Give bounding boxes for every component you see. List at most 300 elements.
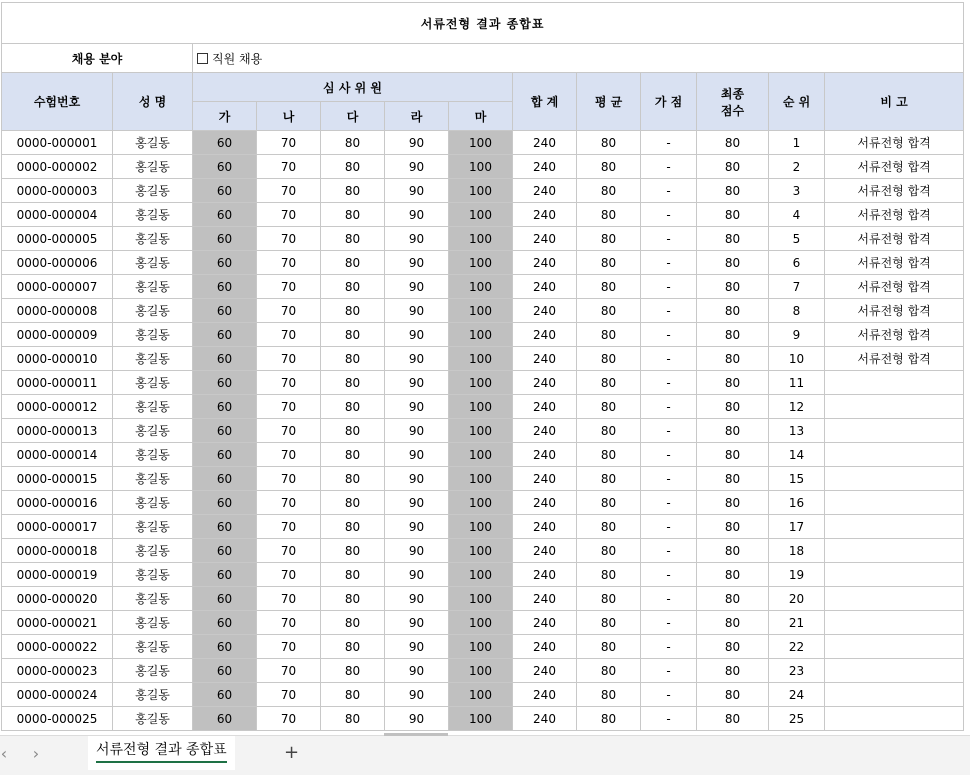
cell-exam-no[interactable]: 0000-000002 — [2, 155, 113, 179]
cell-name[interactable]: 홍길동 — [113, 683, 193, 707]
cell-score-ra[interactable]: 90 — [385, 203, 449, 227]
cell-name[interactable]: 홍길동 — [113, 419, 193, 443]
cell-score-ma[interactable]: 100 — [449, 443, 513, 467]
cell-average[interactable]: 80 — [577, 539, 641, 563]
cell-total[interactable]: 240 — [513, 155, 577, 179]
cell-score-ma[interactable]: 100 — [449, 611, 513, 635]
cell-rank[interactable]: 18 — [769, 539, 825, 563]
cell-score-ma[interactable]: 100 — [449, 227, 513, 251]
cell-average[interactable]: 80 — [577, 563, 641, 587]
cell-score-ga[interactable]: 60 — [193, 635, 257, 659]
cell-score-ga[interactable]: 60 — [193, 419, 257, 443]
cell-score-da[interactable]: 80 — [321, 539, 385, 563]
cell-total[interactable]: 240 — [513, 611, 577, 635]
cell-score-da[interactable]: 80 — [321, 131, 385, 155]
cell-bonus[interactable]: - — [641, 203, 697, 227]
cell-score-ma[interactable]: 100 — [449, 491, 513, 515]
cell-average[interactable]: 80 — [577, 347, 641, 371]
cell-final-score[interactable]: 80 — [697, 611, 769, 635]
cell-total[interactable]: 240 — [513, 323, 577, 347]
cell-bonus[interactable]: - — [641, 179, 697, 203]
cell-final-score[interactable]: 80 — [697, 371, 769, 395]
cell-score-ma[interactable]: 100 — [449, 467, 513, 491]
cell-total[interactable]: 240 — [513, 587, 577, 611]
cell-average[interactable]: 80 — [577, 323, 641, 347]
cell-score-ma[interactable]: 100 — [449, 683, 513, 707]
cell-score-ga[interactable]: 60 — [193, 491, 257, 515]
cell-score-ga[interactable]: 60 — [193, 443, 257, 467]
cell-total[interactable]: 240 — [513, 347, 577, 371]
cell-bonus[interactable]: - — [641, 515, 697, 539]
cell-remark[interactable] — [825, 491, 964, 515]
cell-total[interactable]: 240 — [513, 707, 577, 731]
cell-exam-no[interactable]: 0000-000009 — [2, 323, 113, 347]
cell-total[interactable]: 240 — [513, 371, 577, 395]
cell-rank[interactable]: 1 — [769, 131, 825, 155]
cell-score-ga[interactable]: 60 — [193, 323, 257, 347]
cell-bonus[interactable]: - — [641, 419, 697, 443]
cell-bonus[interactable]: - — [641, 707, 697, 731]
cell-score-na[interactable]: 70 — [257, 299, 321, 323]
cell-score-ma[interactable]: 100 — [449, 515, 513, 539]
cell-name[interactable]: 홍길동 — [113, 635, 193, 659]
cell-exam-no[interactable]: 0000-000017 — [2, 515, 113, 539]
cell-score-na[interactable]: 70 — [257, 179, 321, 203]
cell-score-ra[interactable]: 90 — [385, 707, 449, 731]
cell-score-ra[interactable]: 90 — [385, 227, 449, 251]
cell-average[interactable]: 80 — [577, 395, 641, 419]
cell-score-ma[interactable]: 100 — [449, 275, 513, 299]
cell-rank[interactable]: 21 — [769, 611, 825, 635]
cell-average[interactable]: 80 — [577, 227, 641, 251]
cell-score-na[interactable]: 70 — [257, 659, 321, 683]
header-reviewer-ma[interactable]: 마 — [449, 102, 513, 131]
cell-score-ma[interactable]: 100 — [449, 155, 513, 179]
cell-rank[interactable]: 11 — [769, 371, 825, 395]
cell-average[interactable]: 80 — [577, 203, 641, 227]
cell-exam-no[interactable]: 0000-000005 — [2, 227, 113, 251]
cell-exam-no[interactable]: 0000-000013 — [2, 419, 113, 443]
cell-average[interactable]: 80 — [577, 443, 641, 467]
field-value-cell[interactable] — [193, 44, 964, 73]
cell-final-score[interactable]: 80 — [697, 707, 769, 731]
cell-final-score[interactable]: 80 — [697, 251, 769, 275]
chevron-right-icon[interactable]: › — [32, 744, 40, 763]
cell-remark[interactable] — [825, 371, 964, 395]
cell-average[interactable]: 80 — [577, 707, 641, 731]
cell-score-na[interactable]: 70 — [257, 683, 321, 707]
cell-name[interactable]: 홍길동 — [113, 395, 193, 419]
cell-score-ga[interactable]: 60 — [193, 659, 257, 683]
cell-average[interactable]: 80 — [577, 419, 641, 443]
cell-average[interactable]: 80 — [577, 683, 641, 707]
cell-score-ra[interactable]: 90 — [385, 539, 449, 563]
cell-score-da[interactable]: 80 — [321, 179, 385, 203]
cell-final-score[interactable]: 80 — [697, 323, 769, 347]
cell-name[interactable]: 홍길동 — [113, 587, 193, 611]
cell-rank[interactable]: 16 — [769, 491, 825, 515]
cell-exam-no[interactable]: 0000-000018 — [2, 539, 113, 563]
cell-average[interactable]: 80 — [577, 587, 641, 611]
cell-score-na[interactable]: 70 — [257, 251, 321, 275]
cell-remark[interactable] — [825, 467, 964, 491]
cell-score-ra[interactable]: 90 — [385, 275, 449, 299]
cell-score-da[interactable]: 80 — [321, 707, 385, 731]
cell-bonus[interactable]: - — [641, 227, 697, 251]
cell-total[interactable]: 240 — [513, 227, 577, 251]
cell-average[interactable]: 80 — [577, 659, 641, 683]
cell-rank[interactable]: 4 — [769, 203, 825, 227]
cell-score-ga[interactable]: 60 — [193, 611, 257, 635]
cell-score-na[interactable]: 70 — [257, 539, 321, 563]
cell-score-ra[interactable]: 90 — [385, 635, 449, 659]
cell-score-da[interactable]: 80 — [321, 155, 385, 179]
cell-score-ma[interactable]: 100 — [449, 323, 513, 347]
header-average[interactable]: 평 균 — [577, 73, 641, 131]
cell-score-ma[interactable]: 100 — [449, 539, 513, 563]
cell-average[interactable]: 80 — [577, 131, 641, 155]
cell-final-score[interactable]: 80 — [697, 419, 769, 443]
cell-score-ra[interactable]: 90 — [385, 251, 449, 275]
cell-score-da[interactable]: 80 — [321, 611, 385, 635]
cell-name[interactable]: 홍길동 — [113, 659, 193, 683]
cell-average[interactable]: 80 — [577, 299, 641, 323]
header-total[interactable]: 합 계 — [513, 73, 577, 131]
cell-final-score[interactable]: 80 — [697, 515, 769, 539]
cell-remark[interactable] — [825, 515, 964, 539]
cell-final-score[interactable]: 80 — [697, 395, 769, 419]
cell-score-ga[interactable]: 60 — [193, 131, 257, 155]
cell-exam-no[interactable]: 0000-000014 — [2, 443, 113, 467]
cell-final-score[interactable]: 80 — [697, 539, 769, 563]
cell-exam-no[interactable]: 0000-000019 — [2, 563, 113, 587]
cell-score-na[interactable]: 70 — [257, 275, 321, 299]
cell-exam-no[interactable]: 0000-000010 — [2, 347, 113, 371]
cell-score-na[interactable]: 70 — [257, 131, 321, 155]
sheet-tab-active[interactable] — [88, 736, 235, 770]
cell-remark[interactable]: 서류전형 합격 — [825, 131, 964, 155]
cell-exam-no[interactable]: 0000-000003 — [2, 179, 113, 203]
cell-remark[interactable]: 서류전형 합격 — [825, 299, 964, 323]
cell-rank[interactable]: 23 — [769, 659, 825, 683]
cell-name[interactable]: 홍길동 — [113, 443, 193, 467]
cell-score-ra[interactable]: 90 — [385, 491, 449, 515]
cell-rank[interactable]: 25 — [769, 707, 825, 731]
cell-remark[interactable]: 서류전형 합격 — [825, 323, 964, 347]
header-reviewer-ga[interactable]: 가 — [193, 102, 257, 131]
cell-name[interactable]: 홍길동 — [113, 179, 193, 203]
cell-rank[interactable]: 22 — [769, 635, 825, 659]
cell-exam-no[interactable]: 0000-000025 — [2, 707, 113, 731]
cell-final-score[interactable]: 80 — [697, 635, 769, 659]
cell-score-da[interactable]: 80 — [321, 371, 385, 395]
cell-total[interactable]: 240 — [513, 683, 577, 707]
cell-exam-no[interactable]: 0000-000001 — [2, 131, 113, 155]
cell-rank[interactable]: 9 — [769, 323, 825, 347]
cell-score-ga[interactable]: 60 — [193, 299, 257, 323]
cell-score-ra[interactable]: 90 — [385, 323, 449, 347]
cell-score-ma[interactable]: 100 — [449, 251, 513, 275]
cell-remark[interactable] — [825, 395, 964, 419]
cell-remark[interactable]: 서류전형 합격 — [825, 203, 964, 227]
cell-score-da[interactable]: 80 — [321, 323, 385, 347]
cell-score-ra[interactable]: 90 — [385, 443, 449, 467]
cell-final-score[interactable]: 80 — [697, 275, 769, 299]
cell-name[interactable]: 홍길동 — [113, 131, 193, 155]
cell-exam-no[interactable]: 0000-000024 — [2, 683, 113, 707]
cell-score-ra[interactable]: 90 — [385, 659, 449, 683]
cell-score-da[interactable]: 80 — [321, 467, 385, 491]
cell-bonus[interactable]: - — [641, 587, 697, 611]
cell-score-na[interactable]: 70 — [257, 467, 321, 491]
cell-name[interactable]: 홍길동 — [113, 515, 193, 539]
cell-exam-no[interactable]: 0000-000007 — [2, 275, 113, 299]
cell-final-score[interactable]: 80 — [697, 683, 769, 707]
cell-rank[interactable]: 7 — [769, 275, 825, 299]
cell-bonus[interactable]: - — [641, 251, 697, 275]
header-bonus[interactable]: 가 점 — [641, 73, 697, 131]
cell-rank[interactable]: 6 — [769, 251, 825, 275]
cell-average[interactable]: 80 — [577, 491, 641, 515]
cell-score-da[interactable]: 80 — [321, 443, 385, 467]
cell-rank[interactable]: 20 — [769, 587, 825, 611]
cell-remark[interactable]: 서류전형 합격 — [825, 155, 964, 179]
cell-total[interactable]: 240 — [513, 419, 577, 443]
cell-score-na[interactable]: 70 — [257, 155, 321, 179]
cell-score-ga[interactable]: 60 — [193, 155, 257, 179]
cell-score-ra[interactable]: 90 — [385, 611, 449, 635]
cell-bonus[interactable]: - — [641, 467, 697, 491]
cell-final-score[interactable]: 80 — [697, 659, 769, 683]
cell-score-ma[interactable]: 100 — [449, 659, 513, 683]
cell-rank[interactable]: 19 — [769, 563, 825, 587]
cell-score-na[interactable]: 70 — [257, 371, 321, 395]
cell-score-na[interactable]: 70 — [257, 419, 321, 443]
cell-total[interactable]: 240 — [513, 299, 577, 323]
cell-score-ga[interactable]: 60 — [193, 563, 257, 587]
cell-remark[interactable]: 서류전형 합격 — [825, 347, 964, 371]
cell-bonus[interactable]: - — [641, 371, 697, 395]
cell-score-da[interactable]: 80 — [321, 275, 385, 299]
cell-bonus[interactable]: - — [641, 659, 697, 683]
cell-final-score[interactable]: 80 — [697, 443, 769, 467]
cell-score-da[interactable]: 80 — [321, 515, 385, 539]
cell-exam-no[interactable]: 0000-000021 — [2, 611, 113, 635]
cell-remark[interactable] — [825, 539, 964, 563]
cell-total[interactable]: 240 — [513, 491, 577, 515]
header-reviewer-da[interactable]: 다 — [321, 102, 385, 131]
cell-remark[interactable]: 서류전형 합격 — [825, 275, 964, 299]
chevron-left-icon[interactable]: ‹ — [0, 744, 8, 763]
cell-name[interactable]: 홍길동 — [113, 155, 193, 179]
cell-remark[interactable]: 서류전형 합격 — [825, 227, 964, 251]
cell-bonus[interactable]: - — [641, 347, 697, 371]
cell-remark[interactable] — [825, 443, 964, 467]
cell-score-na[interactable]: 70 — [257, 707, 321, 731]
cell-score-na[interactable]: 70 — [257, 635, 321, 659]
cell-remark[interactable] — [825, 659, 964, 683]
cell-score-na[interactable]: 70 — [257, 323, 321, 347]
cell-final-score[interactable]: 80 — [697, 227, 769, 251]
cell-average[interactable]: 80 — [577, 515, 641, 539]
cell-name[interactable]: 홍길동 — [113, 299, 193, 323]
cell-score-ra[interactable]: 90 — [385, 347, 449, 371]
cell-rank[interactable]: 12 — [769, 395, 825, 419]
cell-score-ra[interactable]: 90 — [385, 179, 449, 203]
cell-total[interactable]: 240 — [513, 251, 577, 275]
cell-score-ra[interactable]: 90 — [385, 371, 449, 395]
cell-rank[interactable]: 14 — [769, 443, 825, 467]
cell-score-da[interactable]: 80 — [321, 419, 385, 443]
cell-score-da[interactable]: 80 — [321, 587, 385, 611]
cell-remark[interactable]: 서류전형 합격 — [825, 251, 964, 275]
cell-score-na[interactable]: 70 — [257, 395, 321, 419]
cell-name[interactable]: 홍길동 — [113, 707, 193, 731]
cell-bonus[interactable]: - — [641, 683, 697, 707]
cell-total[interactable]: 240 — [513, 179, 577, 203]
cell-average[interactable]: 80 — [577, 251, 641, 275]
cell-score-da[interactable]: 80 — [321, 563, 385, 587]
cell-exam-no[interactable]: 0000-000022 — [2, 635, 113, 659]
cell-score-ra[interactable]: 90 — [385, 155, 449, 179]
cell-final-score[interactable]: 80 — [697, 563, 769, 587]
cell-score-ga[interactable]: 60 — [193, 587, 257, 611]
cell-score-ga[interactable]: 60 — [193, 179, 257, 203]
header-remark[interactable]: 비 고 — [825, 73, 964, 131]
cell-bonus[interactable]: - — [641, 443, 697, 467]
cell-score-na[interactable]: 70 — [257, 491, 321, 515]
cell-final-score[interactable]: 80 — [697, 491, 769, 515]
cell-score-na[interactable]: 70 — [257, 227, 321, 251]
cell-exam-no[interactable]: 0000-000004 — [2, 203, 113, 227]
cell-score-ra[interactable]: 90 — [385, 299, 449, 323]
cell-name[interactable]: 홍길동 — [113, 347, 193, 371]
cell-score-na[interactable]: 70 — [257, 563, 321, 587]
cell-remark[interactable] — [825, 587, 964, 611]
cell-remark[interactable] — [825, 563, 964, 587]
cell-final-score[interactable]: 80 — [697, 155, 769, 179]
cell-score-ra[interactable]: 90 — [385, 515, 449, 539]
cell-exam-no[interactable]: 0000-000016 — [2, 491, 113, 515]
cell-score-da[interactable]: 80 — [321, 659, 385, 683]
cell-rank[interactable]: 17 — [769, 515, 825, 539]
cell-average[interactable]: 80 — [577, 275, 641, 299]
cell-score-da[interactable]: 80 — [321, 227, 385, 251]
cell-rank[interactable]: 2 — [769, 155, 825, 179]
cell-rank[interactable]: 3 — [769, 179, 825, 203]
cell-name[interactable]: 홍길동 — [113, 323, 193, 347]
cell-exam-no[interactable]: 0000-000012 — [2, 395, 113, 419]
cell-score-ma[interactable]: 100 — [449, 587, 513, 611]
cell-score-da[interactable]: 80 — [321, 203, 385, 227]
cell-bonus[interactable]: - — [641, 155, 697, 179]
cell-name[interactable]: 홍길동 — [113, 371, 193, 395]
cell-total[interactable]: 240 — [513, 467, 577, 491]
cell-total[interactable]: 240 — [513, 659, 577, 683]
cell-bonus[interactable]: - — [641, 395, 697, 419]
cell-score-ga[interactable]: 60 — [193, 275, 257, 299]
field-label[interactable]: 채용 분야 — [2, 44, 193, 73]
cell-score-da[interactable]: 80 — [321, 395, 385, 419]
cell-score-ra[interactable]: 90 — [385, 467, 449, 491]
cell-bonus[interactable]: - — [641, 491, 697, 515]
cell-average[interactable]: 80 — [577, 635, 641, 659]
cell-total[interactable]: 240 — [513, 539, 577, 563]
header-reviewer-na[interactable]: 나 — [257, 102, 321, 131]
cell-total[interactable]: 240 — [513, 563, 577, 587]
cell-score-ra[interactable]: 90 — [385, 131, 449, 155]
cell-rank[interactable]: 15 — [769, 467, 825, 491]
cell-exam-no[interactable]: 0000-000011 — [2, 371, 113, 395]
cell-score-da[interactable]: 80 — [321, 491, 385, 515]
cell-average[interactable]: 80 — [577, 155, 641, 179]
cell-average[interactable]: 80 — [577, 371, 641, 395]
cell-bonus[interactable]: - — [641, 539, 697, 563]
cell-score-na[interactable]: 70 — [257, 611, 321, 635]
cell-exam-no[interactable]: 0000-000006 — [2, 251, 113, 275]
cell-remark[interactable] — [825, 611, 964, 635]
cell-name[interactable]: 홍길동 — [113, 227, 193, 251]
cell-score-da[interactable]: 80 — [321, 347, 385, 371]
cell-score-da[interactable]: 80 — [321, 683, 385, 707]
cell-score-ra[interactable]: 90 — [385, 563, 449, 587]
cell-bonus[interactable]: - — [641, 563, 697, 587]
cell-average[interactable]: 80 — [577, 467, 641, 491]
header-name[interactable]: 성 명 — [113, 73, 193, 131]
cell-name[interactable]: 홍길동 — [113, 203, 193, 227]
header-reviewer-ra[interactable]: 라 — [385, 102, 449, 131]
cell-score-ma[interactable]: 100 — [449, 347, 513, 371]
cell-rank[interactable]: 24 — [769, 683, 825, 707]
header-rank[interactable]: 순 위 — [769, 73, 825, 131]
cell-final-score[interactable]: 80 — [697, 299, 769, 323]
cell-score-ma[interactable]: 100 — [449, 419, 513, 443]
cell-remark[interactable] — [825, 419, 964, 443]
cell-score-ga[interactable]: 60 — [193, 707, 257, 731]
cell-average[interactable]: 80 — [577, 179, 641, 203]
cell-rank[interactable]: 5 — [769, 227, 825, 251]
cell-exam-no[interactable]: 0000-000023 — [2, 659, 113, 683]
cell-exam-no[interactable]: 0000-000015 — [2, 467, 113, 491]
cell-score-ma[interactable]: 100 — [449, 299, 513, 323]
sheet-title[interactable]: 서류전형 결과 종합표 — [2, 3, 964, 44]
cell-score-na[interactable]: 70 — [257, 515, 321, 539]
cell-score-ma[interactable]: 100 — [449, 371, 513, 395]
header-reviewers[interactable]: 심 사 위 원 — [193, 73, 513, 102]
cell-total[interactable]: 240 — [513, 275, 577, 299]
cell-remark[interactable] — [825, 635, 964, 659]
cell-bonus[interactable]: - — [641, 299, 697, 323]
cell-bonus[interactable]: - — [641, 611, 697, 635]
cell-bonus[interactable]: - — [641, 131, 697, 155]
cell-average[interactable]: 80 — [577, 611, 641, 635]
cell-score-ma[interactable]: 100 — [449, 203, 513, 227]
cell-rank[interactable]: 13 — [769, 419, 825, 443]
cell-score-ga[interactable]: 60 — [193, 467, 257, 491]
cell-score-ga[interactable]: 60 — [193, 683, 257, 707]
cell-exam-no[interactable]: 0000-000020 — [2, 587, 113, 611]
cell-total[interactable]: 240 — [513, 131, 577, 155]
cell-score-ga[interactable]: 60 — [193, 203, 257, 227]
cell-remark[interactable] — [825, 707, 964, 731]
cell-name[interactable]: 홍길동 — [113, 539, 193, 563]
cell-score-ra[interactable]: 90 — [385, 395, 449, 419]
cell-total[interactable]: 240 — [513, 635, 577, 659]
cell-score-ga[interactable]: 60 — [193, 395, 257, 419]
cell-rank[interactable]: 10 — [769, 347, 825, 371]
cell-score-ga[interactable]: 60 — [193, 539, 257, 563]
cell-score-ra[interactable]: 90 — [385, 419, 449, 443]
